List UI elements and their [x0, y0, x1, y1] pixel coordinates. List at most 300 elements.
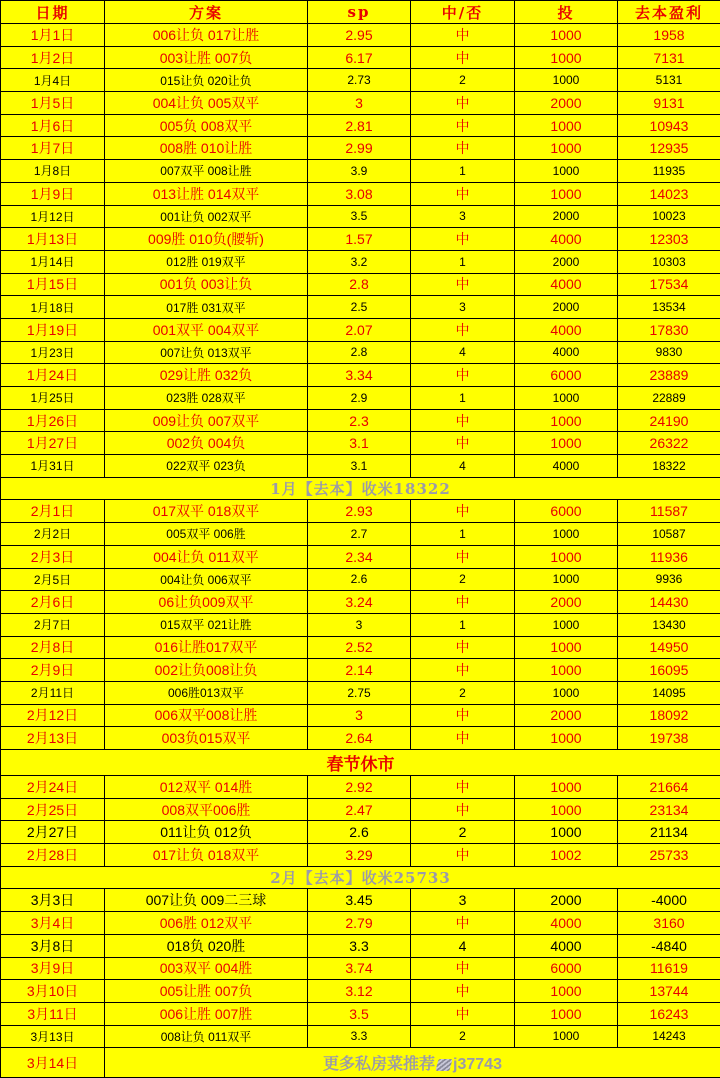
- cell-profit: 14950: [618, 636, 720, 659]
- cell-date: 1月23日: [1, 341, 105, 364]
- cell-result: 中: [411, 500, 515, 523]
- cell-result: 中: [411, 182, 515, 205]
- promo-suffix: j37743: [453, 1056, 502, 1073]
- cell-profit: 26322: [618, 432, 720, 455]
- cell-date: 3月13日: [1, 1025, 105, 1048]
- cell-result: 1: [411, 160, 515, 183]
- cell-stake: 1000: [515, 821, 618, 844]
- table-row: [1, 318, 720, 341]
- cell-date: 2月9日: [1, 659, 105, 682]
- cell-stake: 1000: [515, 1002, 618, 1025]
- table-row: [1, 523, 720, 546]
- cell-plan: 007让负 009二三球: [105, 889, 308, 912]
- table-row: [1, 409, 720, 432]
- cell-plan: 005双平 006胜: [105, 523, 308, 546]
- cell-stake: 4000: [515, 318, 618, 341]
- cell-profit: 14095: [618, 681, 720, 704]
- cell-stake: 2000: [515, 296, 618, 319]
- cell-date: 1月9日: [1, 182, 105, 205]
- cell-plan: 022双平 023负: [105, 455, 308, 478]
- cell-plan: 015让负 020让负: [105, 69, 308, 92]
- cell-profit: 9830: [618, 341, 720, 364]
- table-row: [1, 24, 720, 47]
- cell-stake: 1000: [515, 1025, 618, 1048]
- table-row: [1, 500, 720, 523]
- cell-date: 3月9日: [1, 957, 105, 980]
- table-row: [1, 182, 720, 205]
- cell-plan: 06让负009双平: [105, 591, 308, 614]
- table-row: [1, 776, 720, 799]
- cell-sp: 2.7: [308, 523, 411, 546]
- cell-stake: 1000: [515, 523, 618, 546]
- cell-result: 中: [411, 798, 515, 821]
- cell-profit: 14023: [618, 182, 720, 205]
- cell-profit: 12303: [618, 228, 720, 251]
- cell-plan: 015双平 021让胜: [105, 613, 308, 636]
- cell-stake: 1002: [515, 844, 618, 867]
- cell-sp: 2.93: [308, 500, 411, 523]
- cell-sp: 2.9: [308, 387, 411, 410]
- cell-sp: 3.1: [308, 432, 411, 455]
- cell-date: 3月10日: [1, 980, 105, 1003]
- holiday-text: 春节休市: [1, 750, 720, 776]
- cell-result: 中: [411, 980, 515, 1003]
- cell-stake: 1000: [515, 545, 618, 568]
- cell-plan: 004让负 011双平: [105, 545, 308, 568]
- table-row: [1, 228, 720, 251]
- cell-stake: 1000: [515, 137, 618, 160]
- cell-result: 中: [411, 636, 515, 659]
- cell-date: 1月18日: [1, 296, 105, 319]
- table-row: [1, 980, 720, 1003]
- cell-sp: 3: [308, 704, 411, 727]
- cell-result: 中: [411, 432, 515, 455]
- cell-date: 2月28日: [1, 844, 105, 867]
- cell-sp: 3.45: [308, 889, 411, 912]
- cell-profit: 7131: [618, 46, 720, 69]
- cell-profit: 13430: [618, 613, 720, 636]
- cell-date: 2月24日: [1, 776, 105, 799]
- cell-sp: 2.34: [308, 545, 411, 568]
- table-row: [1, 296, 720, 319]
- cell-profit: -4840: [618, 934, 720, 957]
- cell-plan: 001负 003让负: [105, 273, 308, 296]
- cell-date: 1月1日: [1, 24, 105, 47]
- cell-result: 2: [411, 568, 515, 591]
- cell-sp: 3.1: [308, 455, 411, 478]
- cell-sp: 2.92: [308, 776, 411, 799]
- cell-plan: 007让负 013双平: [105, 341, 308, 364]
- cell-plan: 005让胜 007负: [105, 980, 308, 1003]
- table-row: [1, 341, 720, 364]
- cell-date: 1月31日: [1, 455, 105, 478]
- cell-sp: 3.24: [308, 591, 411, 614]
- header-sp: sp: [308, 1, 411, 24]
- cell-sp: 2.8: [308, 273, 411, 296]
- cell-result: 中: [411, 545, 515, 568]
- cell-stake: 4000: [515, 341, 618, 364]
- table-row: [1, 798, 720, 821]
- cell-profit: 14243: [618, 1025, 720, 1048]
- cell-date: 2月12日: [1, 704, 105, 727]
- cell-result: 3: [411, 889, 515, 912]
- cell-stake: 6000: [515, 364, 618, 387]
- cell-profit: 18322: [618, 455, 720, 478]
- cell-profit: 11587: [618, 500, 720, 523]
- header-profit: 去本盈利: [618, 1, 720, 24]
- table-row: [1, 455, 720, 478]
- cell-stake: 1000: [515, 568, 618, 591]
- table-row: [1, 957, 720, 980]
- cell-sp: 2.3: [308, 409, 411, 432]
- cell-profit: 17830: [618, 318, 720, 341]
- cell-stake: 6000: [515, 500, 618, 523]
- cell-result: 中: [411, 409, 515, 432]
- table-row: [1, 912, 720, 935]
- cell-plan: 009胜 010负(腰斩): [105, 228, 308, 251]
- cell-stake: 4000: [515, 273, 618, 296]
- cell-stake: 1000: [515, 114, 618, 137]
- cell-date: 1月26日: [1, 409, 105, 432]
- monthly-summary-row: [1, 477, 720, 500]
- cell-date: 1月8日: [1, 160, 105, 183]
- cell-stake: 2000: [515, 92, 618, 115]
- cell-result: 中: [411, 228, 515, 251]
- cell-profit: 13534: [618, 296, 720, 319]
- cell-profit: 10303: [618, 250, 720, 273]
- table-row: [1, 704, 720, 727]
- cell-date: 2月13日: [1, 727, 105, 750]
- cell-plan: 006胜013双平: [105, 681, 308, 704]
- cell-sp: 3: [308, 92, 411, 115]
- cell-stake: 1000: [515, 798, 618, 821]
- cell-date: 1月5日: [1, 92, 105, 115]
- cell-sp: 2.79: [308, 912, 411, 935]
- table-row: [1, 114, 720, 137]
- cell-plan: 009让负 007双平: [105, 409, 308, 432]
- table-row: [1, 636, 720, 659]
- cell-plan: 012双平 014胜: [105, 776, 308, 799]
- cell-result: 中: [411, 727, 515, 750]
- cell-plan: 023胜 028双平: [105, 387, 308, 410]
- table-row: [1, 250, 720, 273]
- cell-stake: 1000: [515, 24, 618, 47]
- cell-sp: 3.5: [308, 205, 411, 228]
- cell-result: 中: [411, 273, 515, 296]
- cell-sp: 6.17: [308, 46, 411, 69]
- cell-stake: 6000: [515, 957, 618, 980]
- cell-profit: 3160: [618, 912, 720, 935]
- cell-sp: 3.3: [308, 1025, 411, 1048]
- cell-sp: 3.3: [308, 934, 411, 957]
- cell-profit: 16243: [618, 1002, 720, 1025]
- cell-stake: 1000: [515, 432, 618, 455]
- cell-result: 中: [411, 912, 515, 935]
- cell-stake: 1000: [515, 681, 618, 704]
- table-row: [1, 681, 720, 704]
- cell-stake: 1000: [515, 659, 618, 682]
- cell-stake: 4000: [515, 912, 618, 935]
- cell-stake: 4000: [515, 934, 618, 957]
- cell-plan: 003让胜 007负: [105, 46, 308, 69]
- cell-plan: 002负 004负: [105, 432, 308, 455]
- cell-date: 2月3日: [1, 545, 105, 568]
- cell-date: 2月27日: [1, 821, 105, 844]
- cell-date: 1月15日: [1, 273, 105, 296]
- cell-profit: 17534: [618, 273, 720, 296]
- table-row: [1, 934, 720, 957]
- cell-date: 2月7日: [1, 613, 105, 636]
- cell-profit: 22889: [618, 387, 720, 410]
- cell-result: 中: [411, 659, 515, 682]
- cell-profit: 25733: [618, 844, 720, 867]
- table-body: [1, 24, 720, 1048]
- cell-date: 1月24日: [1, 364, 105, 387]
- cell-profit: 9936: [618, 568, 720, 591]
- cell-profit: 9131: [618, 92, 720, 115]
- cell-stake: 1000: [515, 182, 618, 205]
- table-row: [1, 273, 720, 296]
- table-row: [1, 92, 720, 115]
- cell-sp: 3.34: [308, 364, 411, 387]
- table-row: [1, 889, 720, 912]
- cell-stake: 1000: [515, 727, 618, 750]
- cell-stake: 4000: [515, 228, 618, 251]
- cell-result: 中: [411, 24, 515, 47]
- cell-result: 中: [411, 46, 515, 69]
- cell-date: 1月19日: [1, 318, 105, 341]
- cell-date: 1月7日: [1, 137, 105, 160]
- table-row: [1, 387, 720, 410]
- cell-profit: 21134: [618, 821, 720, 844]
- cell-plan: 006双平008让胜: [105, 704, 308, 727]
- cell-result: 2: [411, 69, 515, 92]
- footer-row: [1, 1048, 720, 1078]
- cell-result: 1: [411, 613, 515, 636]
- cell-sp: 2.07: [308, 318, 411, 341]
- cell-sp: 2.5: [308, 296, 411, 319]
- cell-plan: 006让负 017让胜: [105, 24, 308, 47]
- cell-plan: 018负 020胜: [105, 934, 308, 957]
- cell-stake: 1000: [515, 160, 618, 183]
- cell-result: 2: [411, 1025, 515, 1048]
- promo-prefix: 更多私房菜推荐: [323, 1056, 435, 1073]
- cell-stake: 2000: [515, 250, 618, 273]
- cell-plan: 006让胜 007胜: [105, 1002, 308, 1025]
- cell-stake: 1000: [515, 636, 618, 659]
- cell-date: 1月12日: [1, 205, 105, 228]
- cell-date: 3月11日: [1, 1002, 105, 1025]
- table-row: [1, 69, 720, 92]
- cell-date: 1月4日: [1, 69, 105, 92]
- cell-sp: 3.5: [308, 1002, 411, 1025]
- cell-plan: 016让胜017双平: [105, 636, 308, 659]
- cell-result: 中: [411, 704, 515, 727]
- cell-plan: 007双平 008让胜: [105, 160, 308, 183]
- cell-plan: 017让负 018双平: [105, 844, 308, 867]
- cell-stake: 2000: [515, 704, 618, 727]
- cell-result: 2: [411, 821, 515, 844]
- table-row: [1, 205, 720, 228]
- cell-date: 2月11日: [1, 681, 105, 704]
- table-row: [1, 160, 720, 183]
- cell-plan: 012胜 019双平: [105, 250, 308, 273]
- table-row: [1, 364, 720, 387]
- cell-plan: 017双平 018双平: [105, 500, 308, 523]
- cell-date: 1月6日: [1, 114, 105, 137]
- cell-sp: 3.12: [308, 980, 411, 1003]
- monthly-summary-text: 2月【去本】收米25733: [1, 866, 720, 889]
- cell-date: 1月13日: [1, 228, 105, 251]
- cell-profit: 23134: [618, 798, 720, 821]
- cell-profit: 14430: [618, 591, 720, 614]
- table-row: [1, 1025, 720, 1048]
- cell-plan: 013让胜 014双平: [105, 182, 308, 205]
- cell-stake: 2000: [515, 205, 618, 228]
- cell-plan: 006胜 012双平: [105, 912, 308, 935]
- cell-profit: 11619: [618, 957, 720, 980]
- table-row: [1, 1002, 720, 1025]
- cell-result: 4: [411, 455, 515, 478]
- cell-plan: 003负015双平: [105, 727, 308, 750]
- cell-result: 2: [411, 681, 515, 704]
- cell-profit: 11935: [618, 160, 720, 183]
- cell-sp: 2.6: [308, 568, 411, 591]
- cell-sp: 2.95: [308, 24, 411, 47]
- cell-stake: 4000: [515, 455, 618, 478]
- cell-result: 中: [411, 318, 515, 341]
- cell-plan: 004让负 005双平: [105, 92, 308, 115]
- cell-result: 3: [411, 296, 515, 319]
- cell-sp: 2.75: [308, 681, 411, 704]
- cell-result: 中: [411, 844, 515, 867]
- cell-sp: 3.74: [308, 957, 411, 980]
- cell-plan: 017胜 031双平: [105, 296, 308, 319]
- promo-text: [105, 1048, 720, 1078]
- cell-date: 2月6日: [1, 591, 105, 614]
- cell-date: 2月25日: [1, 798, 105, 821]
- cell-result: 中: [411, 137, 515, 160]
- cell-stake: 1000: [515, 387, 618, 410]
- cell-result: 3: [411, 205, 515, 228]
- header-date: 日期: [1, 1, 105, 24]
- cell-stake: 1000: [515, 69, 618, 92]
- table-row: [1, 613, 720, 636]
- table-header: [1, 1, 720, 24]
- cell-profit: 12935: [618, 137, 720, 160]
- brush-icon: [435, 1059, 452, 1071]
- cell-plan: 001让负 002双平: [105, 205, 308, 228]
- cell-profit: 10943: [618, 114, 720, 137]
- cell-date: 2月8日: [1, 636, 105, 659]
- cell-plan: 003双平 004胜: [105, 957, 308, 980]
- cell-plan: 002让负008让负: [105, 659, 308, 682]
- cell-stake: 2000: [515, 591, 618, 614]
- table-row: [1, 821, 720, 844]
- cell-plan: 005负 008双平: [105, 114, 308, 137]
- cell-profit: 18092: [618, 704, 720, 727]
- cell-profit: 23889: [618, 364, 720, 387]
- cell-sp: 2.14: [308, 659, 411, 682]
- header-plan: 方案: [105, 1, 308, 24]
- cell-date: 1月14日: [1, 250, 105, 273]
- cell-profit: 5131: [618, 69, 720, 92]
- table-row: [1, 844, 720, 867]
- cell-plan: 011让负 012负: [105, 821, 308, 844]
- cell-profit: 21664: [618, 776, 720, 799]
- cell-result: 4: [411, 934, 515, 957]
- cell-sp: 1.57: [308, 228, 411, 251]
- cell-profit: 19738: [618, 727, 720, 750]
- cell-stake: 1000: [515, 46, 618, 69]
- cell-stake: 1000: [515, 409, 618, 432]
- table-row: [1, 545, 720, 568]
- cell-result: 1: [411, 387, 515, 410]
- cell-sp: 2.52: [308, 636, 411, 659]
- cell-plan: 029让胜 032负: [105, 364, 308, 387]
- table-row: [1, 591, 720, 614]
- cell-profit: 10023: [618, 205, 720, 228]
- cell-sp: 2.47: [308, 798, 411, 821]
- cell-profit: 13744: [618, 980, 720, 1003]
- cell-result: 1: [411, 523, 515, 546]
- cell-plan: 008双平006胜: [105, 798, 308, 821]
- cell-stake: 1000: [515, 613, 618, 636]
- cell-stake: 2000: [515, 889, 618, 912]
- cell-sp: 3.2: [308, 250, 411, 273]
- header-stake: 投: [515, 1, 618, 24]
- holiday-row: [1, 750, 720, 776]
- footer-date: 3月14日: [1, 1048, 105, 1078]
- cell-profit: 16095: [618, 659, 720, 682]
- table-row: [1, 727, 720, 750]
- cell-profit: 11936: [618, 545, 720, 568]
- cell-stake: 1000: [515, 980, 618, 1003]
- cell-sp: 3.9: [308, 160, 411, 183]
- cell-result: 中: [411, 364, 515, 387]
- cell-result: 中: [411, 92, 515, 115]
- cell-result: 中: [411, 1002, 515, 1025]
- cell-sp: 3: [308, 613, 411, 636]
- table-row: [1, 432, 720, 455]
- cell-plan: 008胜 010让胜: [105, 137, 308, 160]
- table-row: [1, 659, 720, 682]
- table-row: [1, 46, 720, 69]
- cell-profit: 24190: [618, 409, 720, 432]
- cell-result: 中: [411, 776, 515, 799]
- cell-result: 4: [411, 341, 515, 364]
- cell-date: 2月2日: [1, 523, 105, 546]
- cell-date: 1月27日: [1, 432, 105, 455]
- cell-sp: 2.99: [308, 137, 411, 160]
- cell-date: 3月8日: [1, 934, 105, 957]
- cell-plan: 004让负 006双平: [105, 568, 308, 591]
- table-row: [1, 568, 720, 591]
- cell-plan: 001双平 004双平: [105, 318, 308, 341]
- cell-plan: 008让负 011双平: [105, 1025, 308, 1048]
- monthly-summary-row: [1, 866, 720, 889]
- cell-sp: 2.6: [308, 821, 411, 844]
- cell-result: 中: [411, 957, 515, 980]
- cell-date: 3月3日: [1, 889, 105, 912]
- cell-result: 中: [411, 114, 515, 137]
- cell-sp: 3.08: [308, 182, 411, 205]
- monthly-summary-text: 1月【去本】收米18322: [1, 477, 720, 500]
- cell-date: 1月25日: [1, 387, 105, 410]
- cell-date: 3月4日: [1, 912, 105, 935]
- cell-sp: 2.81: [308, 114, 411, 137]
- cell-profit: 1958: [618, 24, 720, 47]
